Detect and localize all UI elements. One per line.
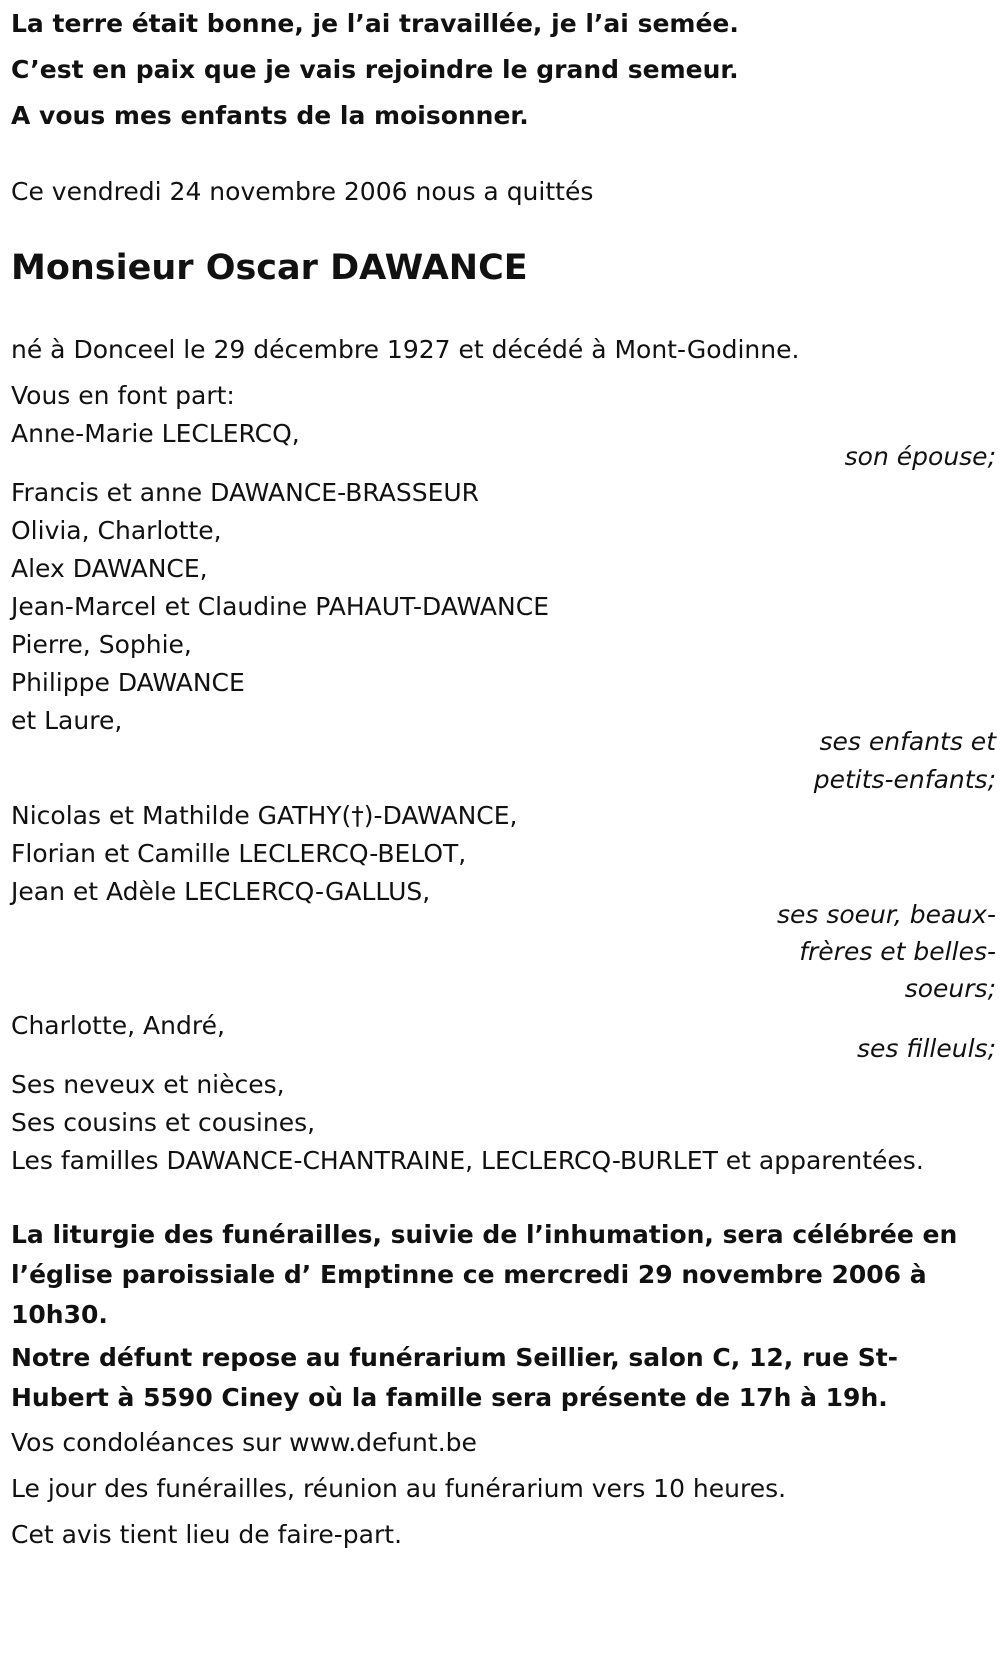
- relation-label: petits-enfants;: [813, 765, 996, 794]
- funerarium-info: Notre défunt repose au funérarium Seillier, salon C, 12, rue St-Hubert à 5590 Ciney où la famille sera présente de 17h à 19h.: [11, 1343, 899, 1412]
- family-name: Francis et anne DAWANCE-BRASSEUR: [11, 478, 480, 507]
- intro-text: Ce vendredi 24 novembre 2006 nous a quittés: [11, 177, 594, 206]
- family-name: Philippe DAWANCE: [11, 668, 245, 697]
- family-name: Olivia, Charlotte,: [11, 516, 222, 545]
- relation-label: ses filleuls;: [856, 1034, 996, 1063]
- relation-label: son épouse;: [844, 442, 996, 471]
- verse-line: A vous mes enfants de la moisonner.: [11, 101, 529, 130]
- relation-label: ses soeur, beaux-: [776, 900, 996, 929]
- family-name: Charlotte, André,: [11, 1011, 225, 1040]
- condolences-text: Vos condoléances sur www.defunt.be: [11, 1428, 477, 1457]
- family-name: Anne-Marie LECLERCQ,: [11, 419, 300, 448]
- meeting-text: Le jour des funérailles, réunion au funérarium vers 10 heures.: [11, 1474, 787, 1503]
- family-name: et Laure,: [11, 706, 123, 735]
- other-relatives: Les familles DAWANCE-CHANTRAINE, LECLERCQ-BURLET et apparentées.: [11, 1146, 924, 1175]
- other-relatives: Ses neveux et nièces,: [11, 1070, 285, 1099]
- family-name: Nicolas et Mathilde GATHY(†)-DAWANCE,: [11, 801, 518, 830]
- verse-line: C’est en paix que je vais rejoindre le grand semeur.: [11, 55, 739, 84]
- deceased-name: Monsieur Oscar DAWANCE: [11, 248, 528, 288]
- announce-label: Vous en font part:: [11, 381, 235, 410]
- funeral-info: La liturgie des funérailles, suivie de l’inhumation, sera célébrée en l’église paroissiale d’ Emptinne ce mercredi 29 novembre 2006 à 10h30.: [11, 1220, 958, 1329]
- verse-line: La terre était bonne, je l’ai travaillée, je l’ai semée.: [11, 9, 739, 38]
- other-relatives: Ses cousins et cousines,: [11, 1108, 316, 1137]
- closing-text: Cet avis tient lieu de faire-part.: [11, 1520, 403, 1549]
- family-name: Alex DAWANCE,: [11, 554, 208, 583]
- family-name: Jean-Marcel et Claudine PAHAUT-DAWANCE: [11, 592, 549, 621]
- relation-label: soeurs;: [904, 974, 996, 1003]
- relation-label: frères et belles-: [799, 937, 996, 966]
- family-name: Jean et Adèle LECLERCQ-GALLUS,: [11, 877, 431, 906]
- family-name: Pierre, Sophie,: [11, 630, 192, 659]
- relation-label: ses enfants et: [819, 727, 996, 756]
- family-name: Florian et Camille LECLERCQ-BELOT,: [11, 839, 467, 868]
- birth-death-text: né à Donceel le 29 décembre 1927 et décédé à Mont-Godinne.: [11, 335, 800, 364]
